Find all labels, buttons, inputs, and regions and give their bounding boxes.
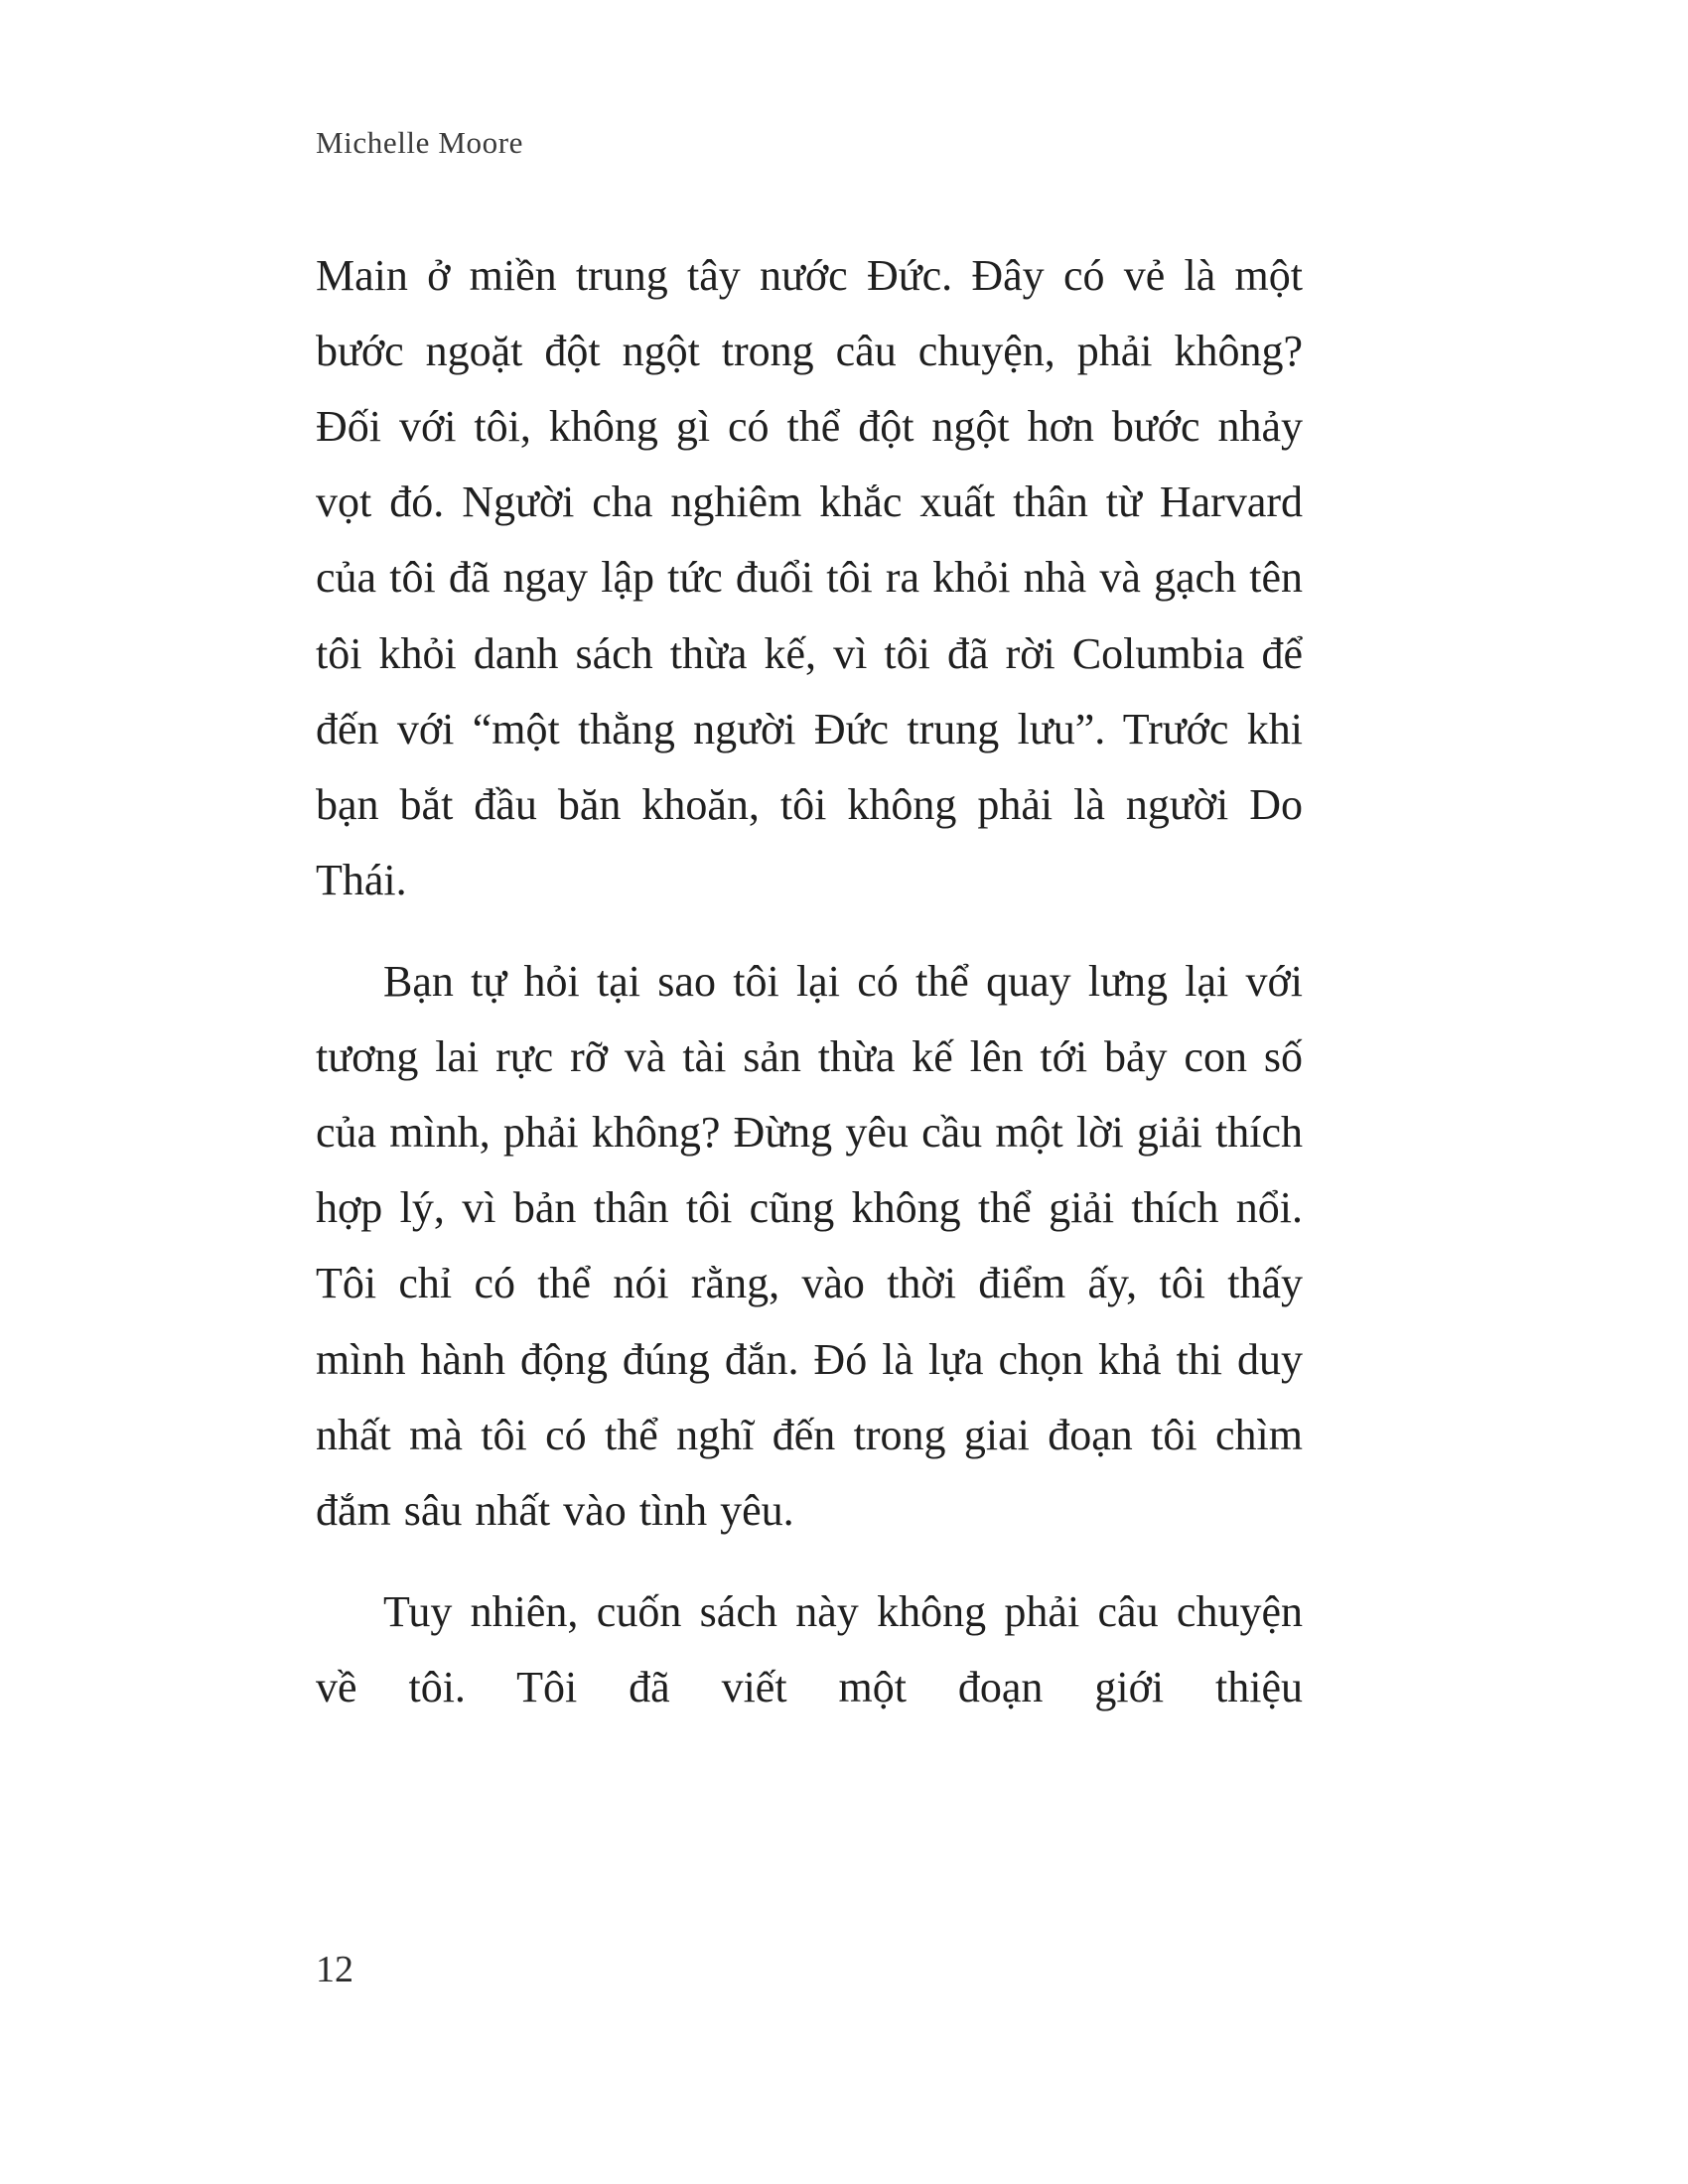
paragraph: Tuy nhiên, cuốn sách này không phải câu chuyện về tôi. Tôi đã viết một đoạn giới thiệu xyxy=(316,1586,1303,1711)
page-number: 12 xyxy=(316,1949,353,1990)
paragraph: Main ở miền trung tây nước Đức. Đây có vẻ là một bước ngoặt đột ngột trong câu chuyện, phải không? Đối với tôi, không gì có thể đột ngột hơn bước nhảy vọt đó. Người cha nghiêm khắc xuất thân từ Harvard của tôi đã ngay lập tức đuổi tôi ra khỏi nhà và gạch tên tôi khỏi danh sách thừa kế, vì tôi đã rời Columbia để đến với “một thằng người Đức trung lưu”. Trước khi bạn bắt đầu băn khoăn, tôi không phải là người Do Thái. xyxy=(316,251,1303,904)
running-header-author: Michelle Moore xyxy=(316,125,523,160)
paragraph: Bạn tự hỏi tại sao tôi lại có thể quay lưng lại với tương lai rực rỡ và tài sản thừa kế lên tới bảy con số của mình, phải không? Đừng yêu cầu một lời giải thích hợp lý, vì bản thân tôi cũng không thể giải thích nổi. Tôi chỉ có thể nói rằng, vào thời điểm ấy, tôi thấy mình hành động đúng đắn. Đó là lựa chọn khả thi duy nhất mà tôi có thể nghĩ đến trong giai đoạn tôi chìm đắm sâu nhất vào tình yêu. xyxy=(316,956,1303,1535)
page-body xyxy=(316,238,1303,1725)
